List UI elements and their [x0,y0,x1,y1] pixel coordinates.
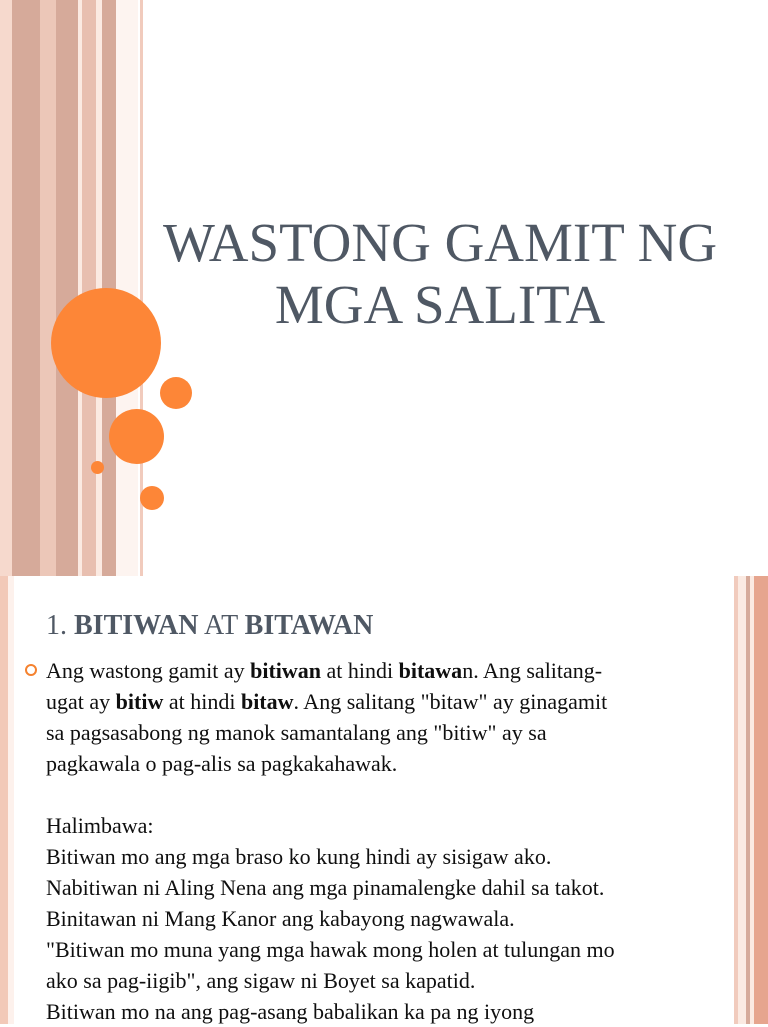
text-fragment: ugat ay [46,689,116,714]
heading-conjunction: AT [203,610,238,641]
paragraph-gap [46,779,736,810]
paragraph-line [46,655,736,686]
decorative-stripe [754,576,768,1024]
bold-term: bitiwan [250,658,322,683]
slide-title [130,212,750,336]
section-heading [46,610,373,642]
text-fragment: at hindi [321,658,399,683]
text-fragment: . Ang salitang "bitaw" ay ginagamit [293,689,608,714]
slide-body-text [46,655,736,1027]
decorative-stripe [738,576,746,1024]
heading-number: 1. [46,610,67,641]
decorative-stripe [82,0,96,576]
decorative-stripe [0,0,12,576]
decorative-circle-small [160,377,192,409]
decorative-stripe [40,0,56,576]
text-fragment: Ang wastong gamit ay [46,658,251,683]
examples-label: Halimbawa: [46,813,154,838]
heading-word-2: BITAWAN [244,610,374,641]
example-line: Bitiwan mo ang mga braso ko kung hindi ay sisigaw ako. [46,844,552,869]
decorative-circle-small [140,486,164,510]
decorative-stripe [0,576,8,1024]
decorative-stripe [8,576,14,1024]
example-line: Binitawan ni Mang Kanor ang kabayong nagwawala. [46,906,515,931]
example-line: Nabitiwan ni Aling Nena ang mga pinamalengke dahil sa takot. [46,875,605,900]
paragraph-line: sa pagsasabong ng manok samantalang ang "bitiw" ay sa [46,720,547,745]
example-line: "Bitiwan mo muna yang mga hawak mong holen at tulungan mo [46,937,615,962]
title-line-1: WASTONG GAMIT NG [162,212,718,273]
bold-term: bitawa [398,658,463,683]
example-line: Bitiwan mo na ang pag-asang babalikan ka pa ng iyong [46,999,535,1024]
decorative-circle-medium [109,409,164,464]
text-fragment: n. Ang salitang- [462,658,603,683]
bold-term: bitaw [240,689,294,714]
bold-term: bitiw [115,689,164,714]
decorative-stripe [56,0,78,576]
text-fragment: at hindi [163,689,241,714]
decorative-stripe [12,0,40,576]
heading-word-1: BITIWAN [74,610,199,641]
bullet-circle-icon [25,664,37,676]
paragraph-line [46,686,736,717]
title-line-2: MGA SALITA [274,274,606,335]
paragraph-line: pagkawala o pag-alis sa pagkakahawak. [46,751,398,776]
example-line: ako sa pag-iigib", ang sigaw ni Boyet sa kapatid. [46,968,476,993]
decorative-circle-tiny [91,461,104,474]
